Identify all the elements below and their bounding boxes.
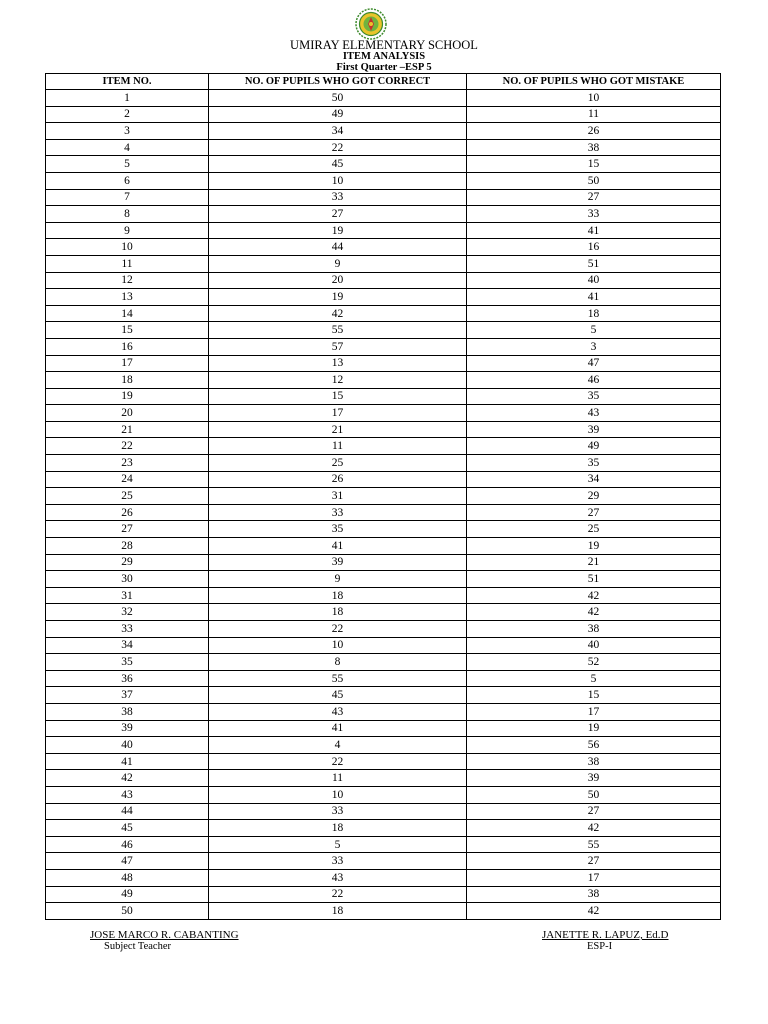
item-number-cell: 17 <box>46 355 209 372</box>
correct-count-cell: 43 <box>209 869 467 886</box>
correct-count-cell: 22 <box>209 886 467 903</box>
correct-count-cell: 17 <box>209 405 467 422</box>
correct-count-cell: 33 <box>209 803 467 820</box>
correct-count-cell: 45 <box>209 687 467 704</box>
mistake-count-cell: 42 <box>467 903 721 920</box>
correct-count-cell: 20 <box>209 272 467 289</box>
correct-count-cell: 43 <box>209 703 467 720</box>
mistake-count-cell: 46 <box>467 372 721 389</box>
item-number-cell: 27 <box>46 521 209 538</box>
document-title: ITEM ANALYSIS <box>342 51 426 62</box>
table-row <box>46 372 721 389</box>
table-row <box>46 189 721 206</box>
table-row <box>46 156 721 173</box>
table-row <box>46 554 721 571</box>
correct-count-cell: 34 <box>209 123 467 140</box>
correct-count-cell: 35 <box>209 521 467 538</box>
mistake-count-cell: 33 <box>467 206 721 223</box>
mistake-count-cell: 40 <box>467 637 721 654</box>
mistake-count-cell: 38 <box>467 886 721 903</box>
table-row <box>46 703 721 720</box>
item-number-cell: 49 <box>46 886 209 903</box>
item-number-cell: 47 <box>46 853 209 870</box>
mistake-count-cell: 15 <box>467 156 721 173</box>
item-number-cell: 44 <box>46 803 209 820</box>
item-number-cell: 38 <box>46 703 209 720</box>
mistake-count-cell: 16 <box>467 239 721 256</box>
item-number-cell: 29 <box>46 554 209 571</box>
school-seal-icon <box>354 8 388 40</box>
mistake-count-cell: 26 <box>467 123 721 140</box>
table-row <box>46 621 721 638</box>
mistake-count-cell: 52 <box>467 654 721 671</box>
correct-count-cell: 27 <box>209 206 467 223</box>
table-row <box>46 255 721 272</box>
table-row <box>46 172 721 189</box>
item-number-cell: 50 <box>46 903 209 920</box>
item-number-cell: 23 <box>46 455 209 472</box>
correct-count-cell: 18 <box>209 604 467 621</box>
mistake-count-cell: 51 <box>467 571 721 588</box>
table-row <box>46 90 721 107</box>
table-row <box>46 488 721 505</box>
item-number-cell: 18 <box>46 372 209 389</box>
mistake-count-cell: 5 <box>467 670 721 687</box>
table-body <box>46 90 721 920</box>
correct-count-cell: 44 <box>209 239 467 256</box>
mistake-count-cell: 29 <box>467 488 721 505</box>
esp-coordinator-role: ESP-I <box>587 941 613 952</box>
item-number-cell: 24 <box>46 471 209 488</box>
table-row <box>46 737 721 754</box>
item-number-cell: 11 <box>46 255 209 272</box>
table-row <box>46 272 721 289</box>
table-row <box>46 106 721 123</box>
item-number-cell: 32 <box>46 604 209 621</box>
table-row <box>46 720 721 737</box>
column-header-item-no: ITEM NO. <box>46 74 209 90</box>
correct-count-cell: 19 <box>209 222 467 239</box>
item-number-cell: 19 <box>46 388 209 405</box>
item-number-cell: 9 <box>46 222 209 239</box>
mistake-count-cell: 35 <box>467 388 721 405</box>
item-number-cell: 33 <box>46 621 209 638</box>
mistake-count-cell: 56 <box>467 737 721 754</box>
mistake-count-cell: 41 <box>467 222 721 239</box>
esp-coordinator-signature <box>542 929 669 953</box>
item-analysis-table <box>45 73 721 920</box>
mistake-count-cell: 10 <box>467 90 721 107</box>
item-number-cell: 34 <box>46 637 209 654</box>
column-header-mistake: NO. OF PUPILS WHO GOT MISTAKE <box>467 74 721 90</box>
item-number-cell: 25 <box>46 488 209 505</box>
item-number-cell: 43 <box>46 786 209 803</box>
mistake-count-cell: 11 <box>467 106 721 123</box>
correct-count-cell: 41 <box>209 538 467 555</box>
mistake-count-cell: 42 <box>467 604 721 621</box>
mistake-count-cell: 40 <box>467 272 721 289</box>
table-row <box>46 587 721 604</box>
correct-count-cell: 31 <box>209 488 467 505</box>
item-number-cell: 30 <box>46 571 209 588</box>
correct-count-cell: 50 <box>209 90 467 107</box>
table-row <box>46 820 721 837</box>
table-row <box>46 123 721 140</box>
table-row <box>46 289 721 306</box>
subject-teacher-name: JOSE MARCO R. CABANTING <box>90 929 239 941</box>
mistake-count-cell: 27 <box>467 504 721 521</box>
item-number-cell: 28 <box>46 538 209 555</box>
table-row <box>46 571 721 588</box>
item-number-cell: 7 <box>46 189 209 206</box>
mistake-count-cell: 43 <box>467 405 721 422</box>
correct-count-cell: 10 <box>209 637 467 654</box>
item-number-cell: 20 <box>46 405 209 422</box>
table-row <box>46 770 721 787</box>
mistake-count-cell: 3 <box>467 338 721 355</box>
correct-count-cell: 39 <box>209 554 467 571</box>
item-number-cell: 41 <box>46 753 209 770</box>
table-row <box>46 206 721 223</box>
correct-count-cell: 19 <box>209 289 467 306</box>
table-row <box>46 836 721 853</box>
item-number-cell: 13 <box>46 289 209 306</box>
correct-count-cell: 22 <box>209 753 467 770</box>
correct-count-cell: 10 <box>209 786 467 803</box>
table-row <box>46 305 721 322</box>
esp-coordinator-name: JANETTE R. LAPUZ, Ed.D <box>542 929 669 941</box>
mistake-count-cell: 38 <box>467 139 721 156</box>
mistake-count-cell: 35 <box>467 455 721 472</box>
item-number-cell: 15 <box>46 322 209 339</box>
item-number-cell: 40 <box>46 737 209 754</box>
mistake-count-cell: 38 <box>467 753 721 770</box>
table-row <box>46 604 721 621</box>
correct-count-cell: 49 <box>209 106 467 123</box>
mistake-count-cell: 55 <box>467 836 721 853</box>
mistake-count-cell: 17 <box>467 869 721 886</box>
mistake-count-cell: 27 <box>467 853 721 870</box>
table-row <box>46 388 721 405</box>
mistake-count-cell: 38 <box>467 621 721 638</box>
mistake-count-cell: 47 <box>467 355 721 372</box>
item-number-cell: 14 <box>46 305 209 322</box>
mistake-count-cell: 19 <box>467 720 721 737</box>
item-number-cell: 46 <box>46 836 209 853</box>
item-number-cell: 2 <box>46 106 209 123</box>
item-number-cell: 36 <box>46 670 209 687</box>
correct-count-cell: 33 <box>209 504 467 521</box>
item-number-cell: 22 <box>46 438 209 455</box>
table-row <box>46 753 721 770</box>
table-row <box>46 421 721 438</box>
item-number-cell: 48 <box>46 869 209 886</box>
table-row <box>46 355 721 372</box>
table-row <box>46 521 721 538</box>
mistake-count-cell: 5 <box>467 322 721 339</box>
correct-count-cell: 12 <box>209 372 467 389</box>
mistake-count-cell: 34 <box>467 471 721 488</box>
table-row <box>46 687 721 704</box>
school-name: UMIRAY ELEMENTARY SCHOOL <box>290 38 478 52</box>
item-number-cell: 42 <box>46 770 209 787</box>
item-number-cell: 3 <box>46 123 209 140</box>
correct-count-cell: 10 <box>209 172 467 189</box>
subject-teacher-signature <box>90 929 239 953</box>
table-row <box>46 903 721 920</box>
correct-count-cell: 26 <box>209 471 467 488</box>
item-number-cell: 35 <box>46 654 209 671</box>
item-number-cell: 6 <box>46 172 209 189</box>
table-row <box>46 853 721 870</box>
table-row <box>46 637 721 654</box>
table-row <box>46 786 721 803</box>
mistake-count-cell: 27 <box>467 803 721 820</box>
correct-count-cell: 18 <box>209 903 467 920</box>
item-number-cell: 26 <box>46 504 209 521</box>
correct-count-cell: 13 <box>209 355 467 372</box>
correct-count-cell: 25 <box>209 455 467 472</box>
item-number-cell: 8 <box>46 206 209 223</box>
table-row <box>46 222 721 239</box>
correct-count-cell: 41 <box>209 720 467 737</box>
mistake-count-cell: 39 <box>467 770 721 787</box>
mistake-count-cell: 42 <box>467 820 721 837</box>
table-row <box>46 803 721 820</box>
table-row <box>46 239 721 256</box>
table-row <box>46 455 721 472</box>
item-number-cell: 21 <box>46 421 209 438</box>
mistake-count-cell: 21 <box>467 554 721 571</box>
item-number-cell: 16 <box>46 338 209 355</box>
mistake-count-cell: 18 <box>467 305 721 322</box>
document-subtitle: First Quarter –ESP 5 <box>336 62 432 73</box>
mistake-count-cell: 49 <box>467 438 721 455</box>
correct-count-cell: 55 <box>209 670 467 687</box>
correct-count-cell: 45 <box>209 156 467 173</box>
mistake-count-cell: 50 <box>467 172 721 189</box>
correct-count-cell: 15 <box>209 388 467 405</box>
table-row <box>46 670 721 687</box>
subject-teacher-role: Subject Teacher <box>104 941 171 952</box>
table-row <box>46 654 721 671</box>
mistake-count-cell: 17 <box>467 703 721 720</box>
correct-count-cell: 8 <box>209 654 467 671</box>
item-number-cell: 10 <box>46 239 209 256</box>
correct-count-cell: 9 <box>209 255 467 272</box>
table-row <box>46 504 721 521</box>
correct-count-cell: 9 <box>209 571 467 588</box>
mistake-count-cell: 50 <box>467 786 721 803</box>
correct-count-cell: 22 <box>209 621 467 638</box>
table-row <box>46 405 721 422</box>
column-header-correct: NO. OF PUPILS WHO GOT CORRECT <box>209 74 467 90</box>
item-number-cell: 45 <box>46 820 209 837</box>
table-row <box>46 322 721 339</box>
mistake-count-cell: 39 <box>467 421 721 438</box>
table-row <box>46 438 721 455</box>
correct-count-cell: 5 <box>209 836 467 853</box>
correct-count-cell: 4 <box>209 737 467 754</box>
correct-count-cell: 18 <box>209 587 467 604</box>
mistake-count-cell: 19 <box>467 538 721 555</box>
correct-count-cell: 57 <box>209 338 467 355</box>
table-row <box>46 471 721 488</box>
correct-count-cell: 55 <box>209 322 467 339</box>
mistake-count-cell: 51 <box>467 255 721 272</box>
item-number-cell: 31 <box>46 587 209 604</box>
mistake-count-cell: 27 <box>467 189 721 206</box>
mistake-count-cell: 42 <box>467 587 721 604</box>
mistake-count-cell: 41 <box>467 289 721 306</box>
item-number-cell: 39 <box>46 720 209 737</box>
item-number-cell: 5 <box>46 156 209 173</box>
table-header-row <box>46 74 721 90</box>
correct-count-cell: 11 <box>209 438 467 455</box>
item-number-cell: 4 <box>46 139 209 156</box>
correct-count-cell: 22 <box>209 139 467 156</box>
mistake-count-cell: 25 <box>467 521 721 538</box>
item-number-cell: 12 <box>46 272 209 289</box>
correct-count-cell: 11 <box>209 770 467 787</box>
correct-count-cell: 33 <box>209 853 467 870</box>
correct-count-cell: 18 <box>209 820 467 837</box>
table-row <box>46 338 721 355</box>
table-row <box>46 869 721 886</box>
item-number-cell: 37 <box>46 687 209 704</box>
table-row <box>46 886 721 903</box>
correct-count-cell: 21 <box>209 421 467 438</box>
item-number-cell: 1 <box>46 90 209 107</box>
table-row <box>46 139 721 156</box>
mistake-count-cell: 15 <box>467 687 721 704</box>
correct-count-cell: 33 <box>209 189 467 206</box>
table-row <box>46 538 721 555</box>
correct-count-cell: 42 <box>209 305 467 322</box>
